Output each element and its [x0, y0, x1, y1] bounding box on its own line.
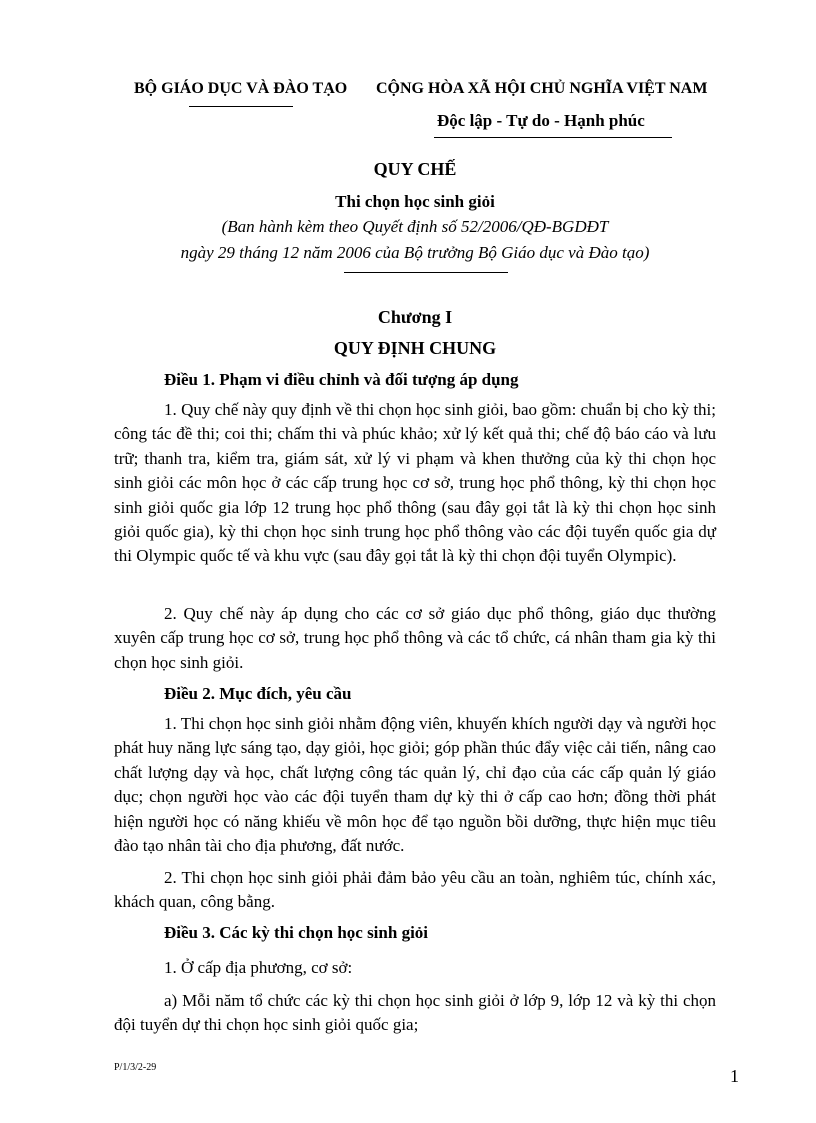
article-2-paragraph-1: 1. Thi chọn học sinh giỏi nhằm động viên, khuyến khích người dạy và người học phát huy năng lực sáng tạo, dạy giỏi, học giỏi; góp phần thúc đẩy việc cải tiến, nâng cao chất lượng dạy và học, chất lượng công tác quản lý, chỉ đạo của các cấp quản lý giáo dục; chọn người học vào các đội tuyển tham dự kỳ thi ở cấp cao hơn; đồng thời phát hiện người học có năng khiếu về môn học để tạo nguồn bồi dưỡng, thực hiện mục tiêu đào tạo nhân tài cho địa phương, đất nước. — [114, 714, 716, 856]
issuance-note-line-1: (Ban hành kèm theo Quyết định số 52/2006/QĐ-BGDĐT — [221, 217, 609, 236]
ministry-name: BỘ GIÁO DỤC VÀ ĐÀO TẠO — [134, 80, 348, 97]
national-motto: Độc lập - Tự do - Hạnh phúc — [437, 111, 645, 130]
document-code: P/1/3/2-29 — [114, 1062, 157, 1073]
article-2-paragraph-2: 2. Thi chọn học sinh giỏi phải đảm bảo yêu cầu an toàn, nghiêm túc, chính xác, khách quan, công bằng. — [114, 868, 716, 912]
article-3-heading: Điều 3. Các kỳ thi chọn học sinh giỏi — [164, 923, 429, 942]
article-3-paragraph-2: a) Mỗi năm tổ chức các kỳ thi chọn học sinh giỏi ở lớp 9, lớp 12 và kỳ thi chọn đội tuyển dự thi chọn học sinh giỏi quốc gia; — [114, 991, 716, 1035]
document-subtitle: Thi chọn học sinh giỏi — [335, 192, 495, 211]
ministry-underline — [189, 106, 293, 107]
page-number: 1 — [730, 1066, 739, 1086]
article-1-heading: Điều 1. Phạm vi điều chỉnh và đối tượng áp dụng — [164, 370, 519, 389]
motto-underline — [434, 137, 672, 138]
article-2-heading — [164, 684, 351, 704]
issuance-note-line-2: ngày 29 tháng 12 năm 2006 của Bộ trưởng Bộ Giáo dục và Đào tạo) — [180, 243, 650, 262]
document-title: QUY CHẾ — [373, 159, 457, 179]
country-name: CỘNG HÒA XÃ HỘI CHỦ NGHĨA VIỆT NAM — [376, 80, 708, 97]
chapter-name: QUY ĐỊNH CHUNG — [333, 338, 497, 358]
article-1-paragraph-2: 2. Quy chế này áp dụng cho các cơ sở giáo dục phổ thông, giáo dục thường xuyên cấp trung học cơ sở, trung học phổ thông và các tổ chức, cá nhân tham gia kỳ thi chọn học sinh giỏi. — [114, 604, 716, 672]
chapter-number: Chương I — [377, 307, 453, 327]
article-2-number: Điều 2 — [164, 684, 211, 703]
article-3-paragraph-1: 1. Ở cấp địa phương, cơ sở: — [164, 958, 353, 977]
article-2-title: . Mục đích, yêu cầu — [210, 684, 352, 703]
title-underline — [344, 272, 508, 273]
article-1-paragraph-1: 1. Quy chế này quy định về thi chọn học sinh giỏi, bao gồm: chuẩn bị cho kỳ thi; công tác đề thi; coi thi; chấm thi và phúc khảo; xử lý kết quả thi; chế độ báo cáo và lưu trữ; thanh tra, kiểm tra, giám sát, xử lý vi phạm và khen thưởng của kỳ thi chọn học sinh giỏi các môn học ở các cấp trung học cơ sở, trung học phổ thông, kỳ thi chọn học sinh giỏi quốc gia lớp 12 trung học phổ thông (sau đây gọi tắt là kỳ thi chọn học sinh giỏi quốc gia), kỳ thi chọn học sinh trung học phổ thông vào các đội tuyển quốc gia dự thi Olympic quốc tế và khu vực (sau đây gọi tắt là kỳ thi chọn đội tuyển Olympic). — [114, 400, 716, 566]
